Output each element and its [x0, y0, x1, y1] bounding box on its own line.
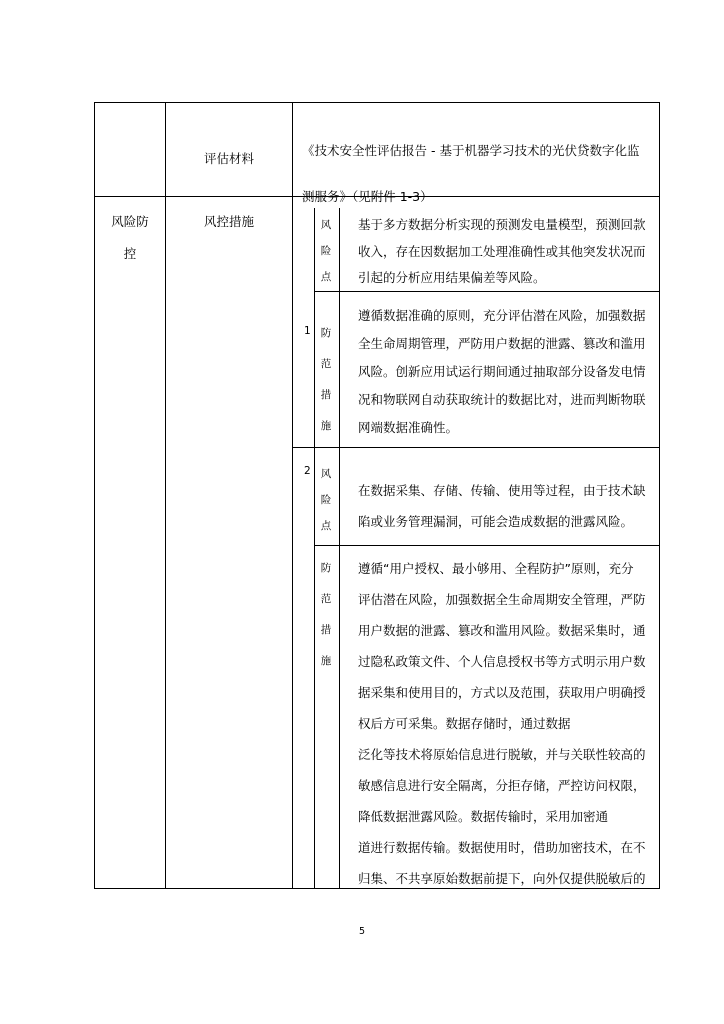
label-char: 险	[320, 245, 332, 257]
text-line: 基于多方数据分析实现的预测发电量模型，预测回款	[358, 217, 646, 232]
content-line: 《技术安全性评估报告 - 基于机器学习技术的光伏贷数字化监	[302, 143, 640, 158]
text-line: 况和物联网自动获取统计的数据比对，进而判断物联	[358, 392, 646, 407]
item2-risk-text	[358, 475, 646, 537]
text-line: 敏感信息进行安全隔离，分拒存储，严控访问权限，	[358, 778, 646, 793]
item1-risk-label	[319, 212, 333, 290]
content-line: 测服务》（见附件 1-3）	[302, 189, 433, 204]
label-char: 风	[320, 468, 332, 480]
table-right-border	[659, 102, 660, 889]
text-line: 评估潜在风险，加强数据全生命周期安全管理，严防	[358, 592, 646, 607]
text-line: 降低数据泄露风险。数据传输时，采用加密通	[358, 809, 609, 824]
label-char: 点	[320, 520, 332, 532]
table-top-border	[94, 102, 660, 103]
column-divider-2	[292, 102, 293, 889]
text-line: 道进行数据传输。数据使用时，借助加密技术，在不	[358, 840, 646, 855]
text-line: 收入，存在因数据加工处理准确性或其他突发状况而	[358, 243, 646, 259]
text-line: 遵循数据准确的原则，充分评估潜在风险，加强数据	[358, 308, 646, 323]
evaluation-material-content	[302, 128, 639, 220]
text-line: 归集、不共享原始数据前提下，向外仅提供脱敏后的	[358, 871, 646, 886]
text-line: 遵循“用户授权、最小够用、全程防护”原则，充分	[358, 561, 634, 576]
label-char: 施	[320, 420, 332, 432]
text-line: 网端数据准确性。	[358, 420, 459, 435]
label-char: 施	[320, 655, 332, 667]
text-line: 用户数据的泄露、篡改和滥用风险。数据采集时，通	[358, 623, 646, 638]
category-line: 控	[123, 245, 137, 261]
label-char: 防	[320, 562, 332, 574]
label-char: 范	[320, 593, 332, 605]
item-number-1: 1	[304, 325, 311, 337]
item2-risk-divider	[314, 545, 660, 546]
category-line: 风险防	[111, 214, 149, 229]
item2-measure-text	[358, 553, 646, 894]
label-char: 点	[320, 271, 332, 283]
item-divider	[292, 447, 660, 448]
label-char: 风	[320, 219, 332, 231]
text-line: 陷或业务管理漏洞，可能会造成数据的泄露风险。	[358, 514, 634, 529]
item2-measure-label	[319, 553, 333, 677]
label-char: 措	[320, 624, 332, 636]
label-char: 险	[320, 494, 332, 506]
text-line: 权后方可采集。数据存储时，通过数据	[358, 716, 571, 731]
item1-risk-text	[358, 212, 646, 292]
evaluation-material-label: 评估材料	[203, 151, 254, 166]
item1-measure-text	[358, 302, 646, 442]
column-divider-4	[339, 208, 340, 889]
item1-measure-label	[319, 318, 333, 442]
text-line: 据采集和使用目的，方式以及范围，获取用户明确授	[358, 685, 646, 700]
text-line: 泛化等技术将原始信息进行脱敏，并与关联性较高的	[358, 747, 646, 762]
risk-control-category	[95, 206, 165, 269]
text-line: 风险。创新应用试运行期间通过抽取部分设备发电情	[358, 364, 646, 379]
text-line: 引起的分析应用结果偏差等风险。	[358, 270, 546, 285]
label-char: 防	[320, 327, 332, 339]
text-line: 全生命周期管理，严防用户数据的泄露、篡改和滥用	[358, 336, 646, 351]
item2-risk-label	[319, 461, 333, 539]
column-divider-3	[314, 208, 315, 889]
item-number-2: 2	[304, 465, 311, 477]
risk-control-measures-label: 风控措施	[203, 214, 254, 229]
label-char: 措	[320, 389, 332, 401]
text-line: 过隐私政策文件、个人信息授权书等方式明示用户数	[358, 654, 646, 669]
page-number: 5	[358, 926, 366, 937]
label-char: 范	[320, 358, 332, 370]
text-line: 在数据采集、存储、传输、使用等过程，由于技术缺	[358, 483, 646, 498]
